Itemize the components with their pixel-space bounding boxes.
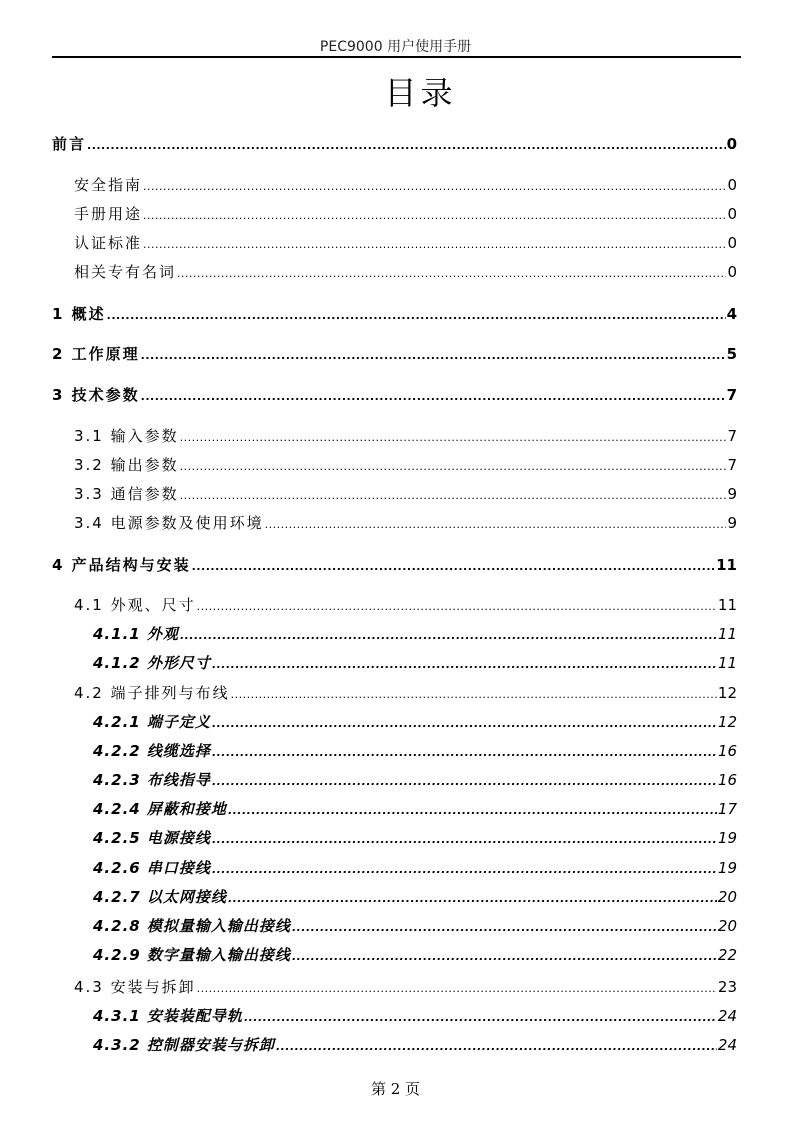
toc-dot-leader bbox=[292, 945, 717, 969]
toc-entry[interactable] bbox=[74, 975, 737, 999]
toc-entry-page: 4 bbox=[726, 305, 737, 323]
toc-dot-leader bbox=[228, 887, 717, 911]
toc-entry[interactable] bbox=[74, 260, 737, 284]
toc-entry-page: 16 bbox=[717, 742, 737, 760]
toc-entry[interactable] bbox=[74, 231, 737, 255]
toc-entry-label: 4.2 端子排列与布线 bbox=[74, 684, 230, 702]
toc-entry-label: 3.3 通信参数 bbox=[74, 485, 179, 503]
toc-entry-page: 19 bbox=[717, 859, 737, 877]
toc-entry-page: 20 bbox=[717, 917, 737, 935]
toc-dot-leader bbox=[212, 770, 717, 794]
toc-entry-label: 4.1 外观、尺寸 bbox=[74, 596, 196, 614]
toc-dot-leader bbox=[180, 426, 727, 450]
toc-entry[interactable] bbox=[93, 651, 737, 675]
toc-entry-page: 0 bbox=[727, 234, 737, 252]
toc-entry[interactable] bbox=[93, 856, 737, 880]
toc-entry-label: 4.2.1 端子定义 bbox=[93, 713, 211, 731]
toc-entry-label: 4.2.2 线缆选择 bbox=[93, 742, 211, 760]
toc-entry-label: 4.3.1 安装装配导轨 bbox=[93, 1007, 243, 1025]
toc-entry[interactable] bbox=[93, 622, 737, 646]
toc-entry[interactable] bbox=[52, 342, 737, 366]
toc-dot-leader bbox=[244, 1006, 717, 1030]
toc-entry-page: 7 bbox=[727, 456, 737, 474]
toc-entry[interactable] bbox=[52, 302, 737, 326]
toc-entry-page: 17 bbox=[717, 800, 737, 818]
toc-dot-leader bbox=[228, 799, 717, 823]
toc-entry-label: 4.3.2 控制器安装与拆卸 bbox=[93, 1036, 275, 1054]
page-footer: 第 2 页 bbox=[370, 1080, 421, 1098]
toc-dot-leader bbox=[197, 977, 717, 1001]
toc-entry[interactable] bbox=[52, 553, 737, 577]
toc-entry-label: 3 技术参数 bbox=[52, 386, 140, 404]
toc-entry[interactable] bbox=[52, 132, 737, 156]
toc-entry-page: 16 bbox=[717, 771, 737, 789]
toc-dot-leader bbox=[212, 741, 717, 765]
toc-entry-page: 19 bbox=[717, 829, 737, 847]
toc-entry[interactable] bbox=[93, 768, 737, 792]
toc-entry[interactable] bbox=[74, 202, 737, 226]
toc-dot-leader bbox=[265, 513, 727, 537]
toc-entry-label: 3.1 输入参数 bbox=[74, 427, 179, 445]
toc-entry-label: 4.1.2 外形尺寸 bbox=[93, 654, 211, 672]
toc-entry-label: 3.4 电源参数及使用环境 bbox=[74, 514, 264, 532]
toc-entry-label: 4 产品结构与安装 bbox=[52, 556, 191, 574]
toc-dot-leader bbox=[212, 858, 717, 882]
toc-entry-page: 12 bbox=[717, 713, 737, 731]
toc-dot-leader bbox=[180, 455, 727, 479]
toc-entry-page: 24 bbox=[717, 1036, 737, 1054]
toc-entry-page: 20 bbox=[717, 888, 737, 906]
toc-dot-leader bbox=[180, 484, 727, 508]
toc-entry[interactable] bbox=[93, 739, 737, 763]
toc-entry[interactable] bbox=[74, 424, 737, 448]
toc-dot-leader bbox=[141, 385, 726, 409]
toc-entry-label: 手册用途 bbox=[74, 205, 143, 223]
toc-entry-page: 7 bbox=[726, 386, 737, 404]
toc-entry-page: 7 bbox=[727, 427, 737, 445]
toc-entry-page: 24 bbox=[717, 1007, 737, 1025]
toc-title: 目录 bbox=[384, 74, 457, 112]
toc-dot-leader bbox=[143, 204, 726, 228]
toc-entry[interactable] bbox=[93, 1033, 737, 1057]
toc-dot-leader bbox=[177, 262, 726, 286]
toc-entry-label: 1 概述 bbox=[52, 305, 106, 323]
toc-entry-label: 4.2.3 布线指导 bbox=[93, 771, 211, 789]
toc-entry[interactable] bbox=[93, 710, 737, 734]
toc-dot-leader bbox=[107, 304, 726, 328]
toc-entry-label: 4.2.5 电源接线 bbox=[93, 829, 211, 847]
toc-entry-label: 前言 bbox=[52, 135, 87, 153]
toc-entry-page: 0 bbox=[727, 176, 737, 194]
toc-entry-page: 12 bbox=[717, 684, 737, 702]
toc-entry[interactable] bbox=[74, 681, 737, 705]
toc-entry-page: 11 bbox=[717, 596, 737, 614]
toc-entry-label: 4.2.8 模拟量输入输出接线 bbox=[93, 917, 291, 935]
toc-entry-label: 相关专有名词 bbox=[74, 263, 177, 281]
toc-entry[interactable] bbox=[93, 797, 737, 821]
toc-entry-page: 23 bbox=[717, 978, 737, 996]
toc-entry-page: 9 bbox=[727, 514, 737, 532]
toc-dot-leader bbox=[180, 624, 717, 648]
toc-dot-leader bbox=[212, 828, 717, 852]
toc-entry[interactable] bbox=[74, 453, 737, 477]
toc-entry-label: 3.2 输出参数 bbox=[74, 456, 179, 474]
toc-entry-page: 9 bbox=[727, 485, 737, 503]
toc-entry[interactable] bbox=[93, 943, 737, 967]
toc-entry[interactable] bbox=[74, 593, 737, 617]
toc-entry[interactable] bbox=[93, 1004, 737, 1028]
page-header: PEC9000 用户使用手册 bbox=[319, 39, 472, 55]
toc-dot-leader bbox=[276, 1035, 717, 1059]
toc-entry-label: 4.2.6 串口接线 bbox=[93, 859, 211, 877]
toc-entry[interactable] bbox=[74, 173, 737, 197]
toc-entry-label: 4.3 安装与拆卸 bbox=[74, 978, 196, 996]
toc-dot-leader bbox=[212, 712, 717, 736]
toc-entry-label: 4.2.9 数字量输入输出接线 bbox=[93, 946, 291, 964]
toc-entry[interactable] bbox=[52, 383, 737, 407]
toc-entry-label: 4.2.4 屏蔽和接地 bbox=[93, 800, 227, 818]
toc-dot-leader bbox=[87, 134, 726, 158]
toc-entry[interactable] bbox=[74, 511, 737, 535]
toc-entry-label: 安全指南 bbox=[74, 176, 143, 194]
toc-entry-label: 4.1.1 外观 bbox=[93, 625, 179, 643]
toc-dot-leader bbox=[143, 233, 726, 257]
toc-dot-leader bbox=[212, 653, 717, 677]
toc-entry[interactable] bbox=[93, 885, 737, 909]
toc-dot-leader bbox=[197, 595, 717, 619]
toc-dot-leader bbox=[143, 175, 726, 199]
toc-entry[interactable] bbox=[74, 482, 737, 506]
toc-entry-label: 4.2.7 以太网接线 bbox=[93, 888, 227, 906]
toc-entry-page: 0 bbox=[727, 205, 737, 223]
toc-entry-page: 11 bbox=[717, 654, 737, 672]
toc-entry-label: 2 工作原理 bbox=[52, 345, 140, 363]
toc-dot-leader bbox=[231, 683, 717, 707]
toc-entry-page: 5 bbox=[726, 345, 737, 363]
toc-entry[interactable] bbox=[93, 914, 737, 938]
toc-entry-label: 认证标准 bbox=[74, 234, 143, 252]
toc-entry-page: 0 bbox=[727, 263, 737, 281]
toc-entry-page: 0 bbox=[726, 135, 737, 153]
toc-dot-leader bbox=[292, 916, 717, 940]
toc-dot-leader bbox=[192, 555, 715, 579]
toc-entry-page: 11 bbox=[717, 625, 737, 643]
toc-entry[interactable] bbox=[93, 826, 737, 850]
toc-entry-page: 22 bbox=[717, 946, 737, 964]
toc-dot-leader bbox=[141, 344, 726, 368]
toc-entry-page: 11 bbox=[716, 556, 737, 574]
